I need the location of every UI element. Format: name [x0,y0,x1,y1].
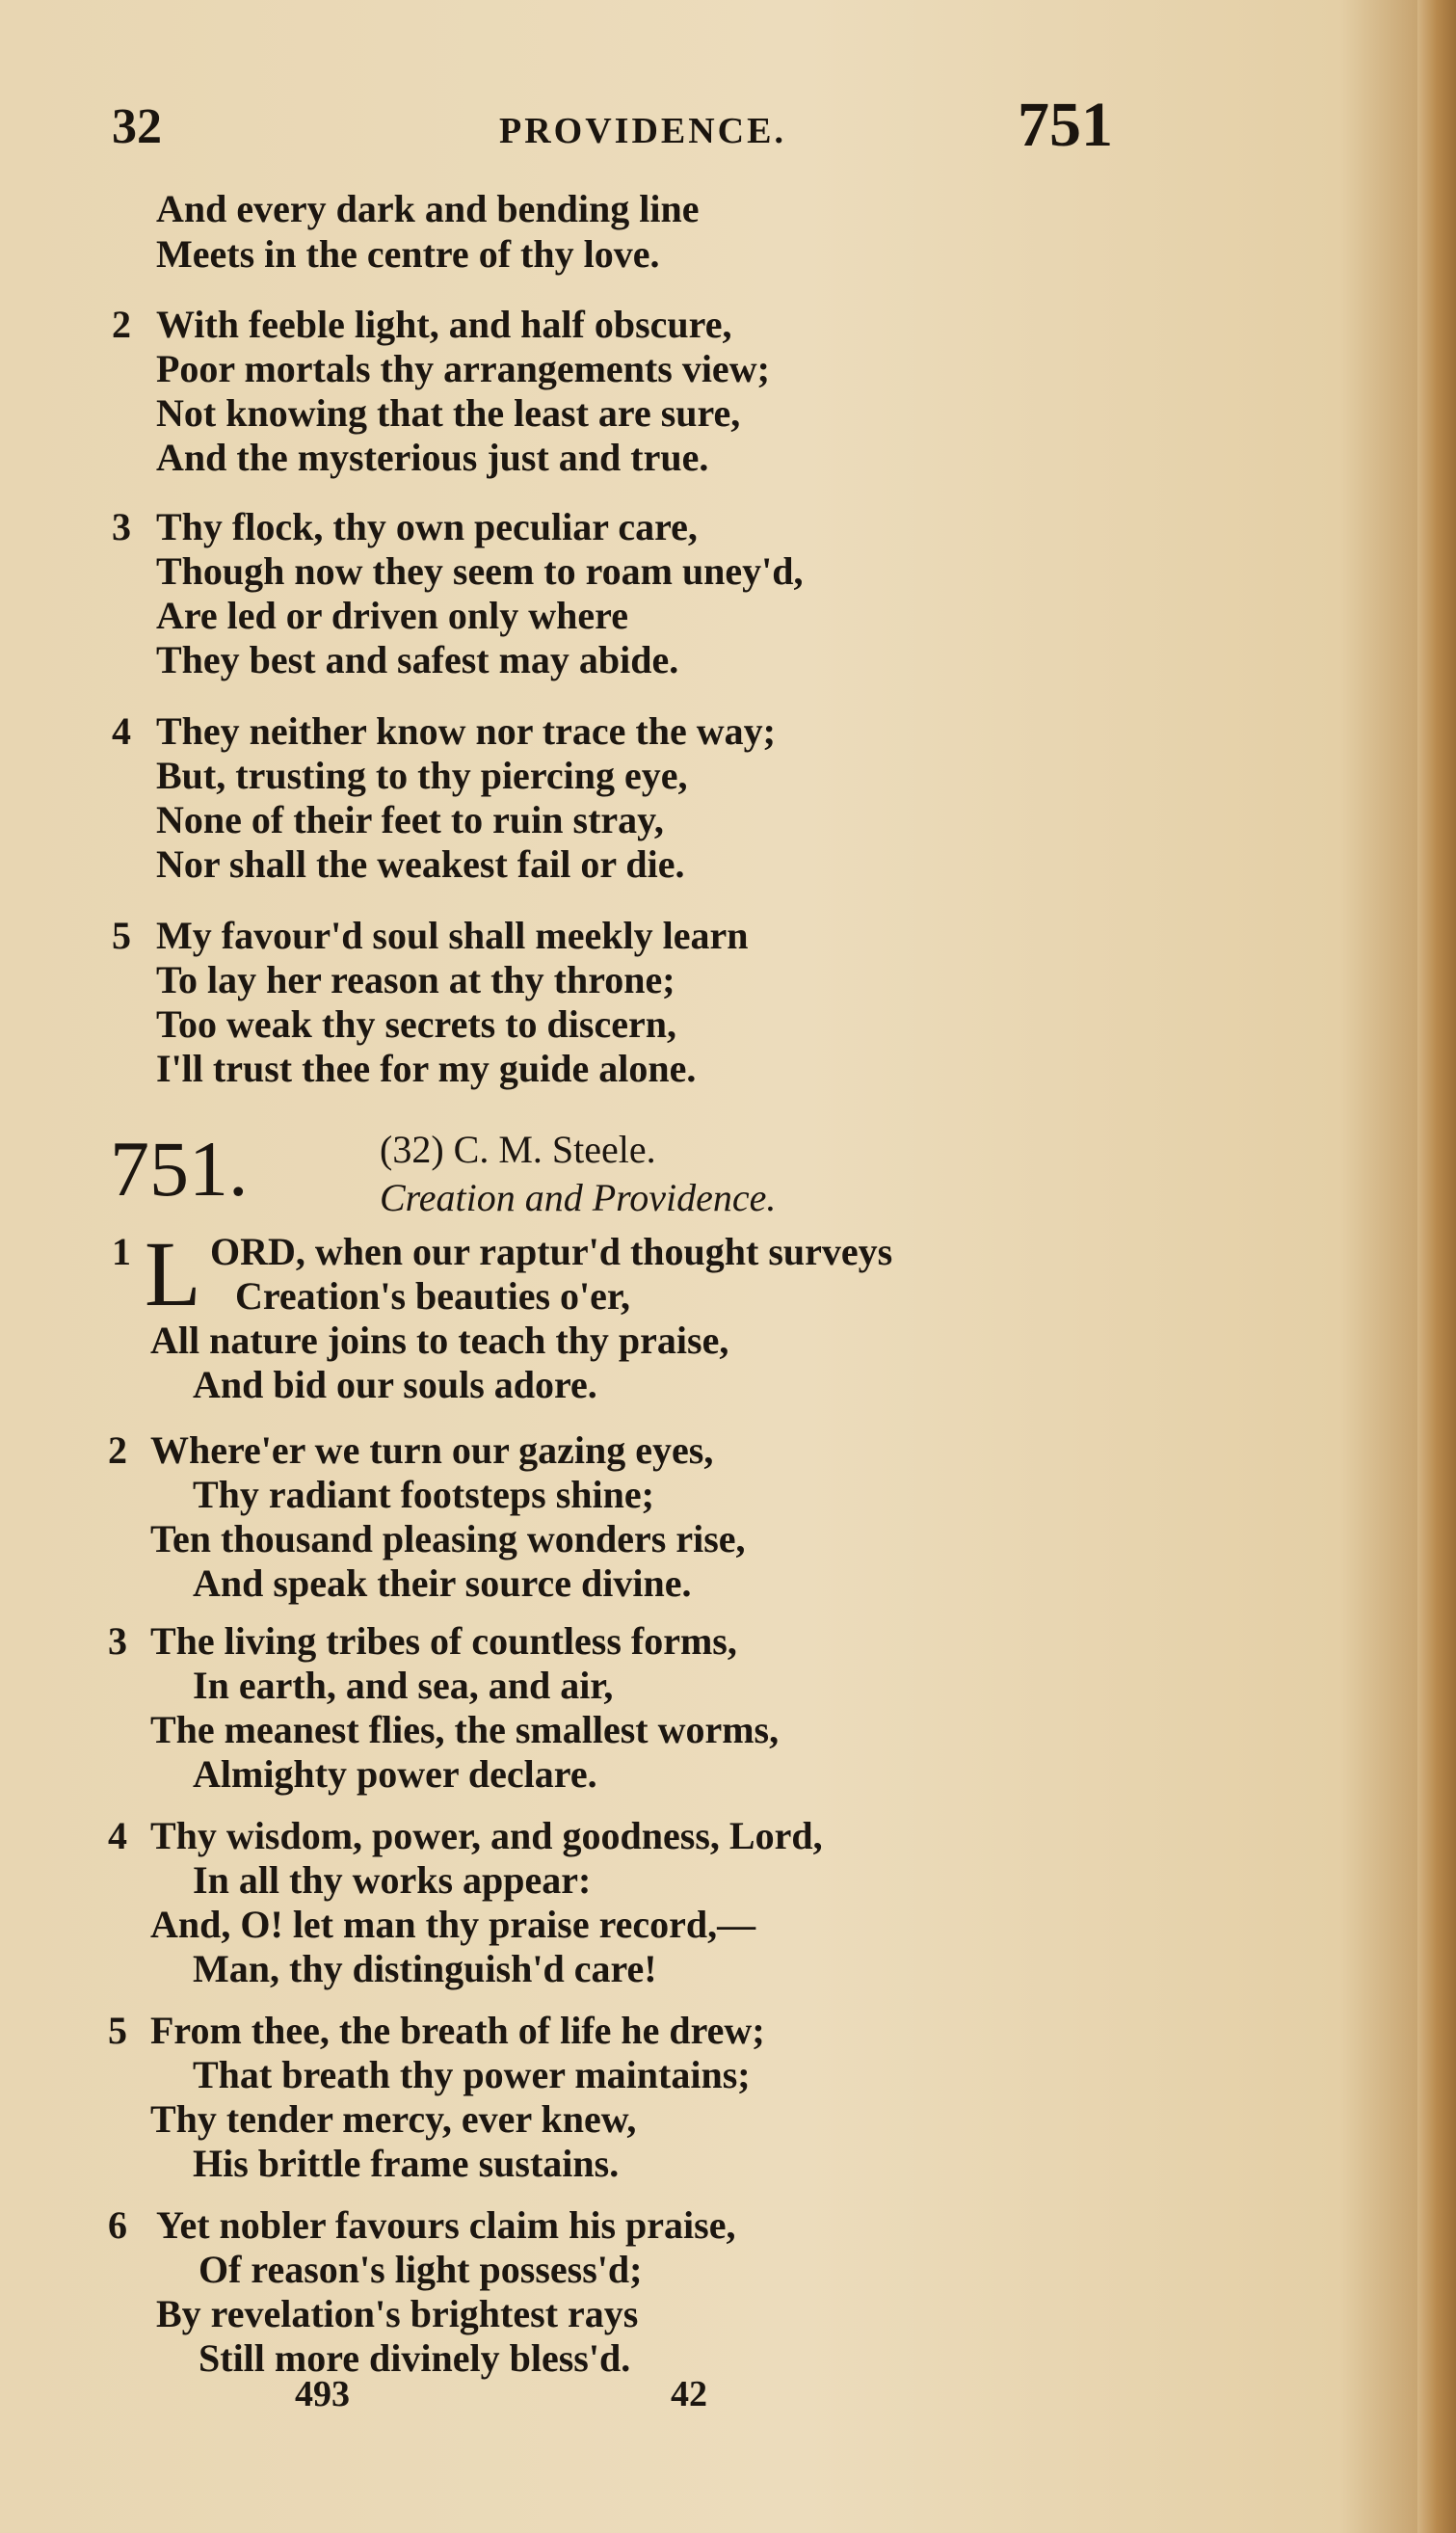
running-title: PROVIDENCE. [499,111,786,151]
verse-line: Thy wisdom, power, and goodness, Lord, [150,1814,823,1857]
verse-line: Ten thousand pleasing wonders rise, [150,1517,746,1560]
verse-line: All nature joins to teach thy praise, [150,1319,729,1362]
verse-line: And bid our souls adore. [193,1363,597,1406]
running-header [112,89,1114,160]
footer-signature-right: 42 [671,2374,707,2414]
verse-line: ORD, when our raptur'd thought surveys [210,1230,893,1273]
verse-line: Creation's beauties o'er, [235,1274,630,1318]
stanza-number: 3 [108,1619,127,1663]
footer-signature-left: 493 [295,2374,350,2414]
verse-line: Man, thy distinguish'd care! [193,1947,657,1990]
verse-line: Almighty power declare. [193,1752,597,1796]
verse-line: The meanest flies, the smallest worms, [150,1708,780,1751]
page-number: 32 [112,99,162,154]
verse-line: Yet nobler favours claim his praise, [156,2203,736,2247]
verse-line: His brittle frame sustains. [193,2142,620,2185]
verse-line: My favour'd soul shall meekly learn [156,914,749,957]
verse-line: In earth, and sea, and air, [193,1664,614,1707]
verse-line: Still more divinely bless'd. [199,2336,631,2380]
verse-line: Of reason's light possess'd; [199,2248,643,2291]
verse-line: From thee, the breath of life he drew; [150,2009,765,2052]
page-edge [1417,0,1456,2533]
verse-line: None of their feet to ruin stray, [156,798,664,841]
hymn-title: Creation and Providence. [380,1176,777,1219]
drop-cap: L [145,1222,201,1325]
verse-line: Thy radiant footsteps shine; [193,1473,654,1516]
verse-line: That breath thy power maintains; [193,2053,751,2096]
verse-line: The living tribes of countless forms, [150,1619,737,1663]
verse-line: Too weak thy secrets to discern, [156,1002,676,1046]
stanza-number: 4 [108,1814,127,1857]
verse-line: And, O! let man thy praise record,— [150,1903,756,1946]
hymn-reference: 751 [1018,90,1113,160]
verse-line: I'll trust thee for my guide alone. [156,1047,697,1090]
stanza-number: 5 [112,914,131,957]
stanza-number: 6 [108,2203,127,2247]
continuation-line: Meets in the centre of thy love. [156,232,660,276]
verse-line: Where'er we turn our gazing eyes, [150,1428,714,1472]
stanza-number: 3 [112,505,131,548]
stanza-number: 5 [108,2009,127,2052]
hymn-number: 751. [110,1125,249,1213]
verse-line: They neither know nor trace the way; [156,709,776,753]
verse-line: By revelation's brightest rays [156,2292,639,2335]
verse-line: Not knowing that the least are sure, [156,391,741,435]
hymn-meta: (32) C. M. Steele. [380,1128,656,1171]
verse-line: Poor mortals thy arrangements view; [156,347,770,390]
verse-line: But, trusting to thy piercing eye, [156,754,688,797]
verse-line: And speak their source divine. [193,1561,692,1605]
stanza-number: 4 [112,709,131,753]
verse-line: With feeble light, and half obscure, [156,303,732,346]
verse-line: In all thy works appear: [193,1858,592,1902]
verse-line: Thy flock, thy own peculiar care, [156,505,698,548]
verse-line: Nor shall the weakest fail or die. [156,842,685,886]
verse-line: They best and safest may abide. [156,638,679,681]
verse-line: Thy tender mercy, ever knew, [150,2097,637,2141]
verse-line: And the mysterious just and true. [156,436,709,479]
stanza-number: 2 [108,1428,127,1472]
verse-line: Are led or driven only where [156,594,628,637]
verse-line: To lay her reason at thy throne; [156,958,675,1001]
continuation-line: And every dark and bending line [156,187,700,230]
stanza-number: 2 [112,303,131,346]
verse-line: Though now they seem to roam uney'd, [156,549,804,593]
stanza-number: 1 [112,1230,131,1273]
